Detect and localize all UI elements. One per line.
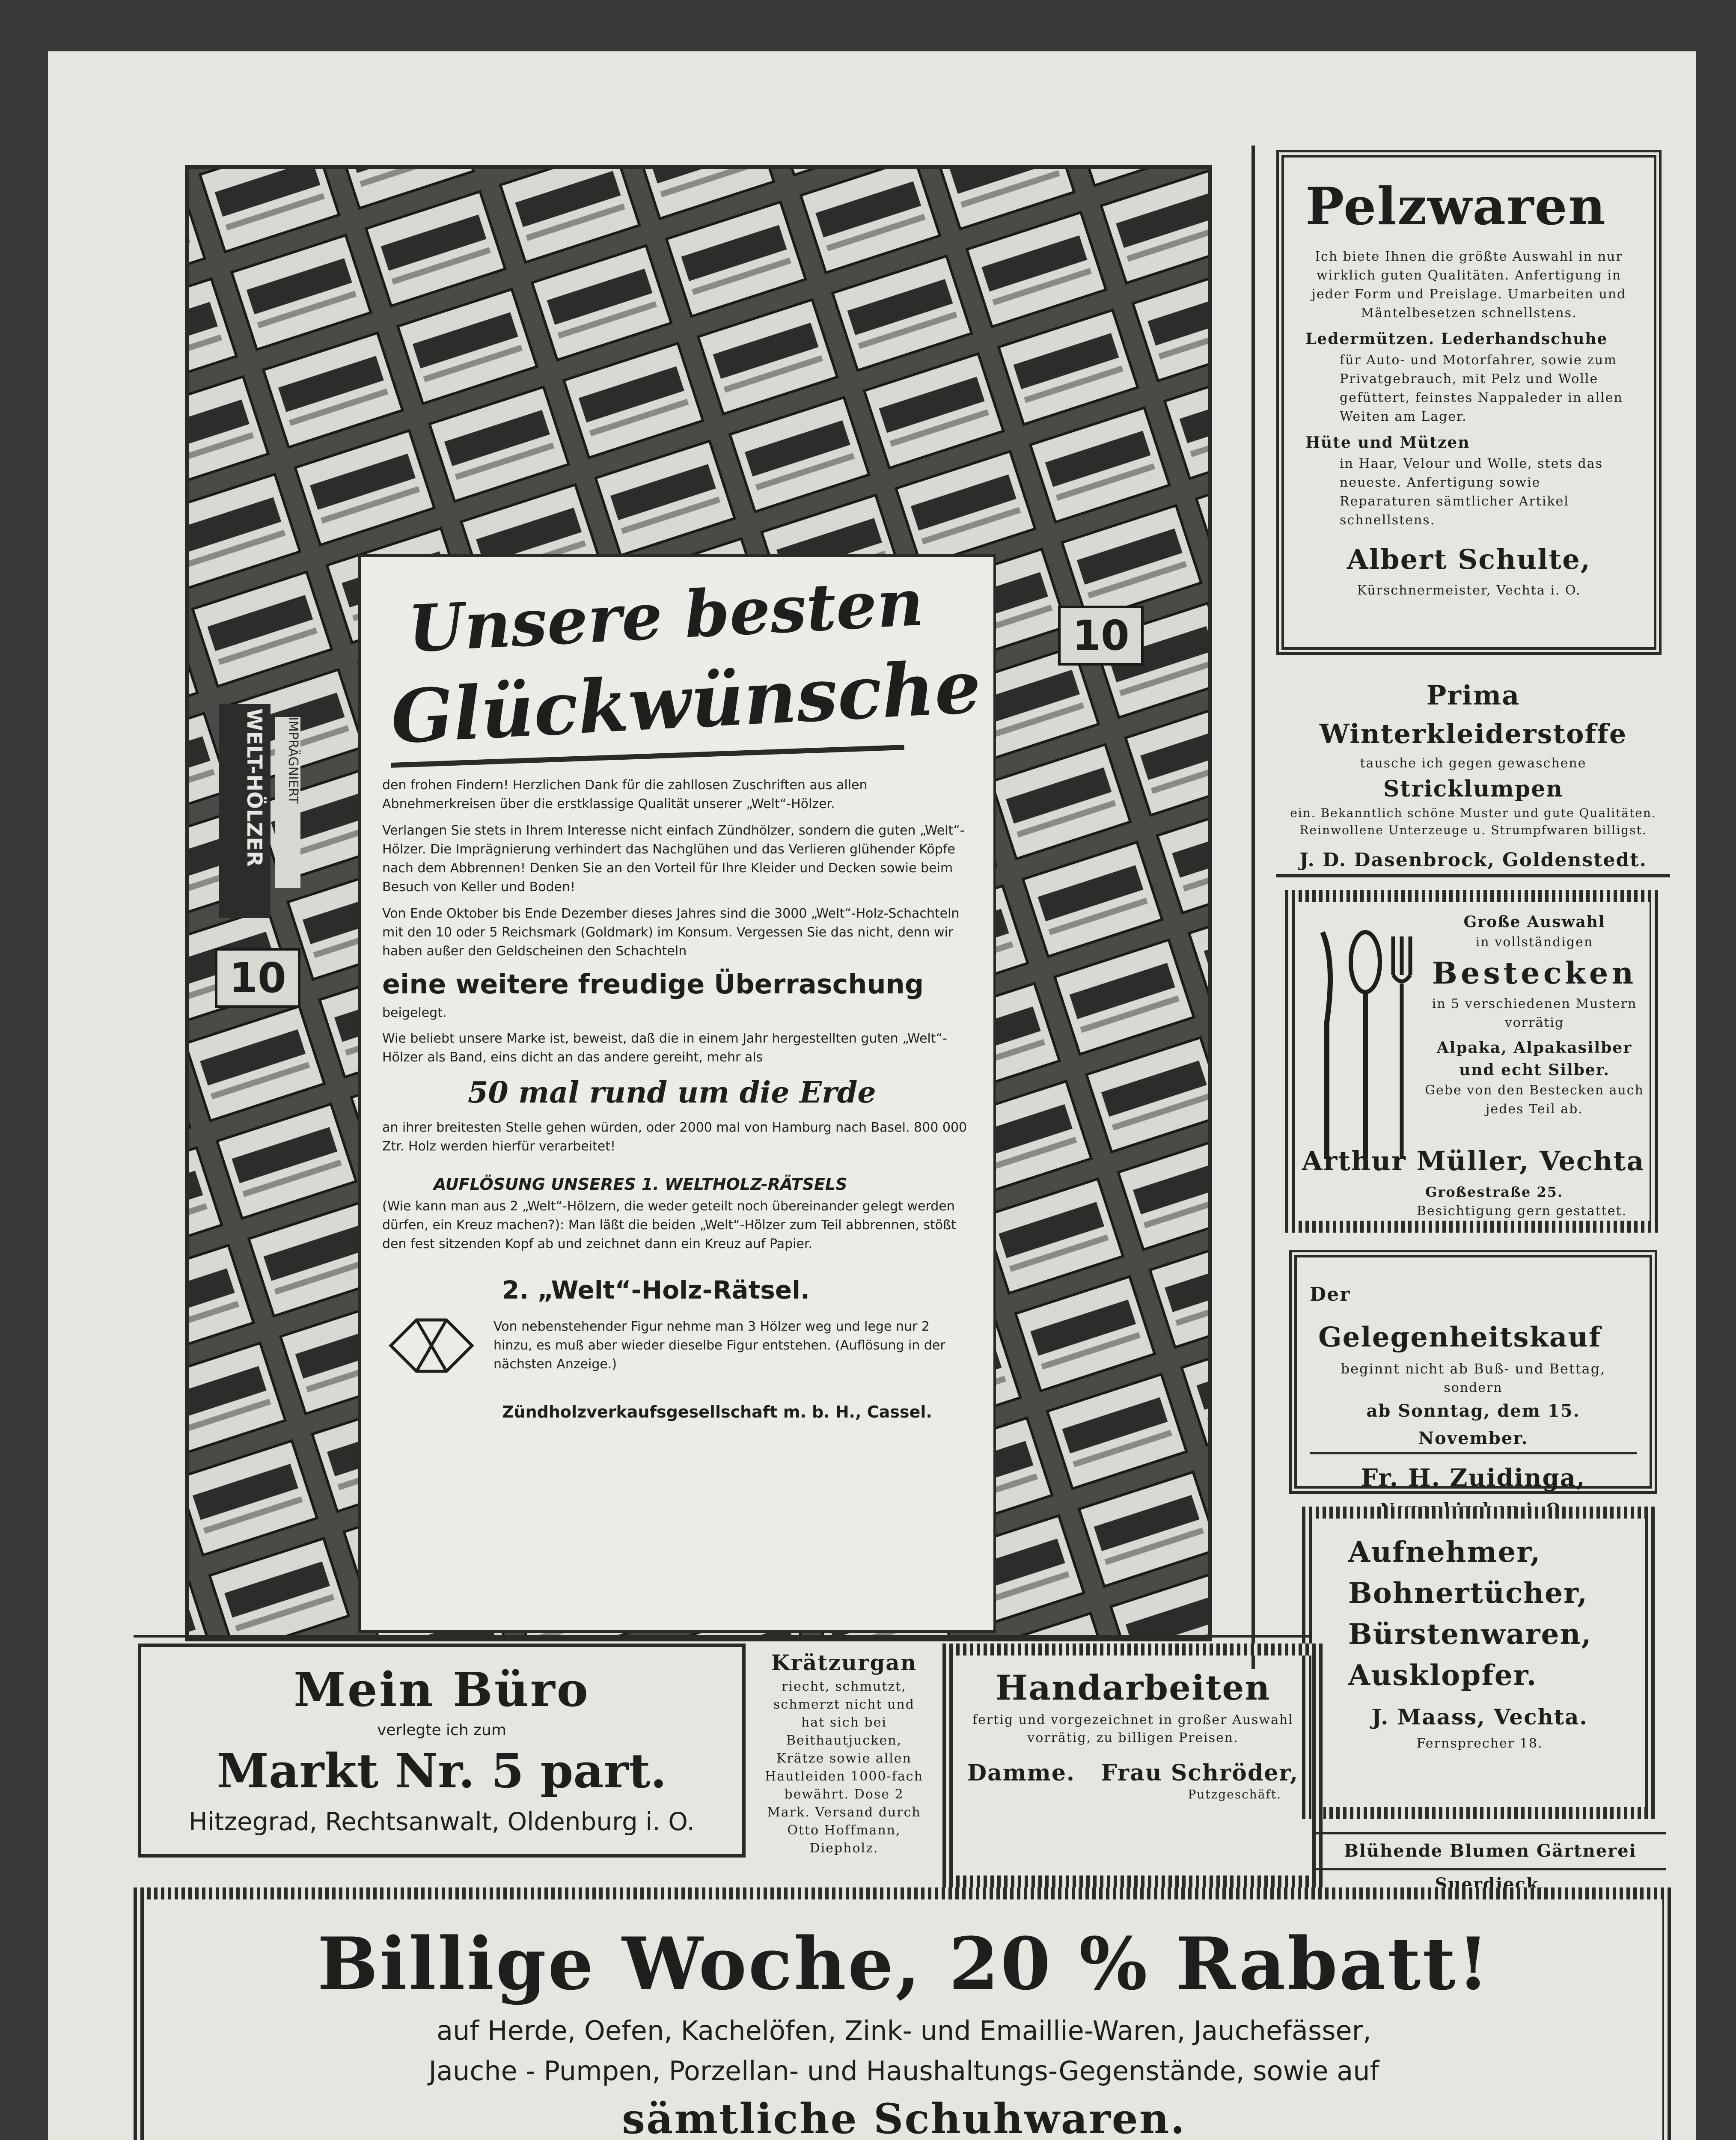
ad-paragraph-5: an ihrer breitesten Stelle gehen würden, oder 2000 mal von Hamburg nach Basel. 800 000 Ztr. Holz werden hierfür verarbeitet! — [382, 1120, 967, 1154]
billig-title: Billige Woche, 20 % Rabatt! — [317, 1921, 1491, 2006]
maass-ad — [1302, 1507, 1657, 1819]
bestecke-line-1: Große Auswahl — [1463, 913, 1605, 931]
surprise-heading: eine weitere freudige Überraschung — [382, 969, 924, 1000]
pelzwaren-heading-3: Hüte und Mützen — [1305, 434, 1470, 452]
riddle-row — [382, 1314, 972, 1378]
maass-line-1: Aufnehmer, — [1348, 1535, 1541, 1569]
cutlery-icon — [1310, 928, 1421, 1168]
bestecke-line-6: Gebe von den Bestecken auch jedes Teil ab. — [1425, 1083, 1644, 1117]
winter-line-1: tausche ich gegen gewaschene — [1360, 756, 1587, 771]
banknote-value-2: 10 — [215, 948, 300, 1008]
gelegenheit-title-row — [1310, 1270, 1637, 1359]
ad-paragraph-4: Wie beliebt unsere Marke ist, beweist, daß die in einem Jahr hergestellten guten „Welt“-Hölzer als Band, eins dicht an das andere gereiht, mehr als — [382, 1031, 947, 1065]
pelzwaren-ad — [1276, 150, 1662, 655]
gelegenheit-name: Fr. H. Zuidinga, — [1361, 1464, 1586, 1492]
banknote-value: 10 — [1058, 606, 1144, 666]
gelegenheit-line-1: beginnt nicht ab Buß- und Bettag, — [1341, 1361, 1606, 1377]
gelegenheit-der: Der — [1310, 1284, 1351, 1305]
solution-title: AUFLÖSUNG UNSERES 1. WELTHOLZ-RÄTSELS — [434, 1175, 847, 1194]
handarbeiten-sub: Putzgeschäft. — [1188, 1787, 1281, 1801]
buero-line-1: verlegte ich zum — [377, 1721, 506, 1739]
handarbeiten-left: Damme. — [967, 1760, 1076, 1786]
buero-line-3: Hitzegrad, Rechtsanwalt, Oldenburg i. O. — [189, 1807, 695, 1836]
winter-line-3: ein. Bekanntlich schöne Muster und gute Qualitäten. Reinwollene Unterzeuge u. Strumpfwaren billigst. — [1290, 806, 1656, 837]
bottom-row-rule — [134, 1635, 1311, 1638]
ad-paragraph-1: den frohen Findern! Herzlichen Dank für die zahllosen Zuschriften aus allen Abnehmerkreisen über die erstklassige Qualität unserer „Welt“-Hölzer. — [382, 778, 868, 811]
pelzwaren-text-3: in Haar, Velour und Wolle, stets das neueste. Anfertigung sowie Reparaturen sämtlicher Artikel schnellstens. — [1340, 456, 1603, 528]
pelzwaren-intro: Ich biete Ihnen die größte Auswahl in nur wirklich guten Qualitäten. Anfertigung in jeder Form und Preislage. Umarbeiten und Mäntelbesetzen schnellstens. — [1311, 249, 1626, 321]
bestecke-line-3: Bestecken — [1432, 955, 1637, 991]
handarbeiten-right: Frau Schröder, — [1101, 1760, 1299, 1786]
ad-paragraph-3: Von Ende Oktober bis Ende Dezember dieses Jahres sind die 3000 „Welt“-Holz-Schachteln mit den 10 oder 5 Reichsmark (Goldmark) im Konsum. Vergessen Sie das nicht, denn wir haben außer den Geldscheinen den Schachteln — [382, 906, 960, 959]
buero-ad — [138, 1644, 746, 1858]
billig-line-3: sämtliche Schuhwaren. — [622, 2095, 1186, 2140]
billig-line-2: Jauche - Pumpen, Porzellan- und Haushaltungs-Gegenstände, sowie auf — [428, 2055, 1379, 2086]
bestecke-line-5: Alpaka, Alpakasilber und echt Silber. — [1436, 1039, 1632, 1079]
riddle-title: 2. „Welt“-Holz-Rätsel. — [502, 1275, 810, 1305]
gaertnerei-ad — [1315, 1832, 1666, 1894]
bestecke-ad — [1285, 890, 1662, 1233]
pelzwaren-heading-2: Ledermützen. Lederhandschuhe — [1305, 330, 1608, 348]
column-divider — [1251, 146, 1255, 1669]
gelegenheit-line-2: sondern — [1444, 1380, 1503, 1395]
pelzwaren-sub: Kürschnermeister, Vechta i. O. — [1357, 583, 1581, 598]
winter-name: J. D. Dasenbrock, Goldenstedt. — [1299, 849, 1647, 871]
maass-name: J. Maass, Vechta. — [1371, 1704, 1588, 1730]
pelzwaren-text-2: für Auto- und Motorfahrer, sowie zum Privatgebrauch, mit Pelz und Wolle gefüttert, feinstes Nappaleder in allen Weiten am Lager. — [1340, 353, 1623, 424]
maass-line-3: Bürstenwaren, — [1348, 1617, 1592, 1651]
handarbeiten-text: fertig und vorgezeichnet in großer Auswahl vorrätig, zu billigen Preisen. — [972, 1712, 1293, 1745]
pelzwaren-name: Albert Schulte, — [1347, 544, 1591, 576]
handarbeiten-ad — [942, 1644, 1323, 1887]
maass-phone: Fernsprecher 18. — [1416, 1736, 1543, 1751]
kraetze-title: Krätzurgan — [771, 1650, 917, 1675]
company-line: Zündholzverkaufsgesellschaft m. b. H., Cassel. — [502, 1403, 932, 1421]
winter-line-2: Stricklumpen — [1383, 776, 1564, 802]
buero-title: Mein Büro — [293, 1662, 590, 1717]
beigelegt-text: beigelegt. — [382, 1005, 447, 1020]
newspaper-page — [48, 51, 1696, 2140]
gelegenheitskauf-ad — [1289, 1250, 1657, 1519]
weltholz-text-panel — [358, 554, 996, 1633]
billige-woche-ad — [134, 1887, 1674, 2140]
kraetze-text: riecht, schmutzt, schmerzt nicht und hat sich bei Beithautjucken, Krätze sowie allen Hautleiden 1000-fach bewährt. Dose 2 Mark. Versand durch Otto Hoffmann, Diepholz. — [765, 1679, 923, 1856]
solution-text: (Wie kann man aus 2 „Welt“-Hölzern, die weder geteilt noch übereinander gelegt werden dürfen, ein Kreuz machen?): Man läßt die beiden „Welt“-Hölzer zum Teil abbrennen, stößt den fest sitzenden Kopf ab und zeichnet dann ein Kreuz auf Papier. — [382, 1199, 956, 1251]
bestecke-line-8: Besichtigung gern gestattet. — [1417, 1204, 1627, 1219]
handarbeiten-title: Handarbeiten — [995, 1667, 1271, 1708]
billig-line-1: auf Herde, Oefen, Kachelöfen, Zink- und Emaillie-Waren, Jauchefässer, — [437, 2015, 1371, 2046]
maass-line-2: Bohnertücher, — [1348, 1576, 1588, 1610]
riddle-text: Von nebenstehender Figur nehme man 3 Hölzer weg und lege nur 2 hinzu, es muß aber wieder dieselbe Figur entstehen. (Auflösung in der nächsten Anzeige.) — [493, 1319, 945, 1372]
gelegenheit-title: Gelegenheitskauf — [1318, 1321, 1602, 1353]
maass-line-4: Ausklopfer. — [1348, 1658, 1537, 1692]
bestecke-line-4: in 5 verschiedenen Mustern vorrätig — [1432, 996, 1637, 1030]
ad-paragraph-2: Verlangen Sie stets in Ihrem Interesse nicht einfach Zündhölzer, sondern die guten „Welt“-Hölzer. Die Imprägnierung verhindert das Nachglühen und das Verlieren glühender Köpfe nach dem Abbrennen! Denken Sie an den Vorteil für Ihre Kleider und Decken sowie beim Besuch von Keller und Boden! — [382, 823, 965, 895]
pelzwaren-title: Pelzwaren — [1305, 176, 1606, 237]
gelegenheit-place: Neuenkirchen i. O. — [1380, 1499, 1567, 1519]
bestecke-line-7: Großestraße 25. — [1425, 1184, 1564, 1200]
buero-line-2: Markt Nr. 5 part. — [217, 1743, 667, 1798]
box-sub-label: IMPRÄGNIERT — [275, 717, 300, 888]
gaertnerei-text: Blühende Blumen Gärtnerei Suerdieck. — [1344, 1841, 1637, 1894]
weltholz-ad — [185, 165, 1212, 1641]
riddle-figure — [382, 1314, 481, 1378]
bestecke-line-2: in vollständigen — [1475, 935, 1593, 950]
bestecke-name: Arthur Müller, Vechta — [1302, 1145, 1645, 1177]
bestecke-text — [1421, 911, 1648, 1119]
round-earth-text: 50 mal rund um die Erde — [468, 1076, 876, 1110]
winter-title: Prima Winterkleiderstoffe — [1319, 680, 1627, 749]
headline-line-1: Unsere besten — [406, 565, 925, 667]
headline-line-2: Glückwünsche — [389, 644, 983, 761]
winter-ad — [1276, 663, 1670, 877]
handarbeiten-footer — [967, 1760, 1299, 1786]
box-label: WELT-HÖLZER — [219, 704, 271, 918]
gelegenheit-line-3: ab Sonntag, dem 15. November. — [1310, 1397, 1637, 1454]
kraetze-ad — [758, 1644, 930, 1900]
